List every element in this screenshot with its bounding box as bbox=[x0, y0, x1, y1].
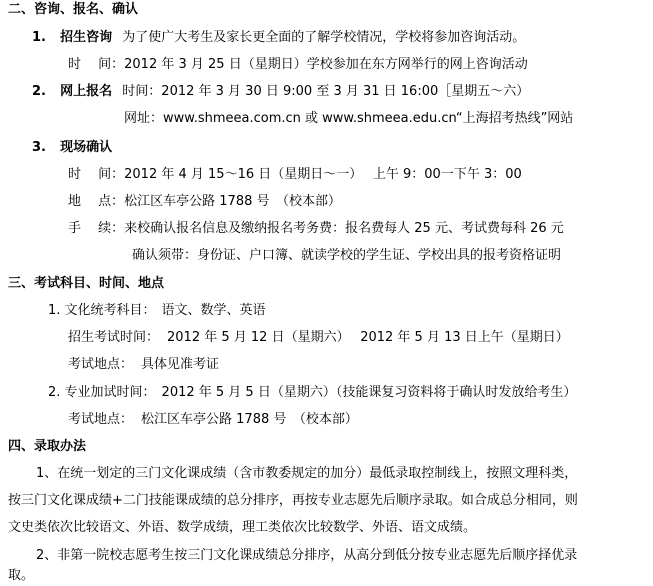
field-value: www.shmeea.com.cn 或 www.shmeea.edu.cn“上海招考热线”网站 bbox=[163, 111, 574, 126]
item-title: 现场确认 bbox=[60, 140, 113, 155]
admission-paragraph-2-line-1: 2、非第一院校志愿考生按三门文化课成绩总分排序，从高分到低分按专业志愿先后顺序择优录 bbox=[36, 548, 578, 563]
confirm-documents: 确认须带：身份证、户口簿、就读学校的学生证、学校出具的报考资格证明 bbox=[132, 248, 562, 263]
section-3-item-2 bbox=[48, 384, 576, 402]
section-2-item-1 bbox=[32, 29, 525, 47]
item-title: 网上报名 bbox=[60, 84, 113, 99]
field-value: 2012 年 4 月 15～16 日（星期日～一） 上午 9：00一下午 3：00 bbox=[124, 167, 522, 182]
confirm-time bbox=[68, 166, 522, 184]
consult-time bbox=[68, 56, 528, 74]
field-label: 2. 专业加试时间： bbox=[48, 385, 156, 400]
field-value: 松江区车亭公路 1788 号 （校本部） bbox=[141, 412, 358, 427]
field-label: 考试地点： bbox=[68, 412, 134, 427]
field-label: 网址： bbox=[124, 111, 164, 126]
field-value: 来校确认报名信息及缴纳报名考务费：报名费每人 25 元、考试费每科 26 元 bbox=[124, 221, 564, 236]
field-label: 考试地点： bbox=[68, 357, 134, 372]
field-value: 2012 年 5 月 5 日（星期六）（技能课复习资料将于确认时发放给考生） bbox=[161, 385, 577, 400]
admission-paragraph-2-line-2: 取。 bbox=[8, 568, 35, 583]
field-label: 地 点： bbox=[68, 194, 125, 209]
field-label: 手 续： bbox=[68, 221, 125, 236]
admission-paragraph-1-line-2: 按三门文化课成绩+二门技能课成绩的总分排序，再按专业志愿先后顺序录取。如合成总分相同，则 bbox=[8, 493, 578, 508]
confirm-procedure bbox=[68, 220, 564, 238]
item-number: 2. bbox=[32, 84, 46, 99]
section-3-heading: 三、考试科目、时间、地点 bbox=[8, 276, 165, 291]
field-value: 2012 年 5 月 12 日（星期六） 2012 年 5 月 13 日上午（星期日） bbox=[167, 330, 569, 345]
confirm-place bbox=[68, 193, 341, 211]
field-value: 2012 年 3 月 30 日 9:00 至 3 月 31 日 16:00［星期五～六） bbox=[161, 84, 530, 99]
field-value: 松江区车亭公路 1788 号 （校本部） bbox=[124, 194, 341, 209]
field-value: 具体见准考证 bbox=[141, 357, 220, 372]
section-2-heading: 二、咨询、报名、确认 bbox=[8, 2, 139, 17]
field-label: 时 间： bbox=[68, 167, 125, 182]
admission-paragraph-1-line-3: 文史类依次比较语文、外语、数学成绩，理工类依次比较数学、外语、语文成绩。 bbox=[8, 520, 477, 535]
section-2-item-2 bbox=[32, 83, 529, 101]
field-label: 时间： bbox=[122, 84, 162, 99]
item-title: 招生咨询 bbox=[60, 30, 113, 45]
section-4-heading: 四、录取办法 bbox=[8, 439, 87, 454]
field-value: 2012 年 3 月 25 日（星期日）学校参加在东方网举行的网上咨询活动 bbox=[124, 57, 528, 72]
field-value: 语文、数学、英语 bbox=[161, 303, 266, 318]
item-number: 3. bbox=[32, 140, 46, 155]
admission-paragraph-1-line-1: 1、在统一划定的三门文化课成绩（含市教委规定的加分）最低录取控制线上，按照文理科类， bbox=[36, 466, 578, 481]
section-2-item-3 bbox=[32, 139, 112, 157]
field-label: 招生考试时间： bbox=[68, 330, 160, 345]
skill-exam-place bbox=[68, 411, 358, 429]
item-number: 1. bbox=[32, 30, 46, 45]
field-label: 时 间： bbox=[68, 57, 125, 72]
item-description: 为了使广大考生及家长更全面的了解学校情况，学校将参加咨询活动。 bbox=[122, 30, 526, 45]
section-3-item-1 bbox=[48, 302, 266, 320]
registration-url bbox=[124, 110, 573, 128]
field-label: 1. 文化统考科目： bbox=[48, 303, 156, 318]
exam-time bbox=[68, 329, 569, 347]
exam-place bbox=[68, 356, 219, 374]
